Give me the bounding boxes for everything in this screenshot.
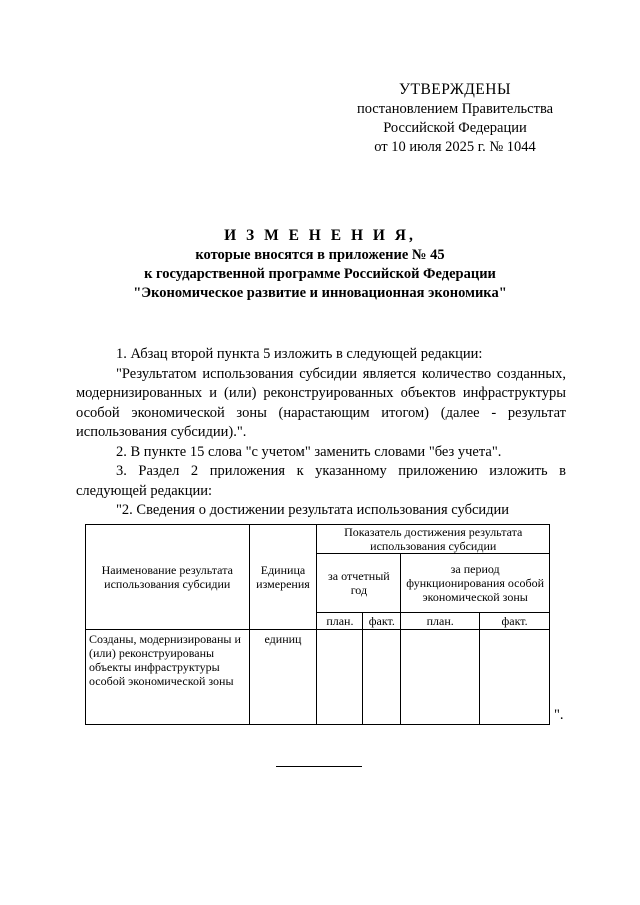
row-plan-period — [401, 630, 480, 725]
row-plan-year — [317, 630, 363, 725]
closing-quote: ". — [554, 707, 564, 723]
header-fact-period: факт. — [480, 613, 550, 630]
row-unit: единиц — [249, 630, 317, 725]
row-result-name: Созданы, модернизированы и (или) реконструированы объекты инфраструктуры особой экономической зоны — [86, 630, 250, 725]
approval-line-2: Российской Федерации — [383, 120, 527, 136]
title-sub-1: которые вносятся в приложение № 45 — [195, 247, 445, 263]
document-body — [76, 345, 566, 521]
table-header-row-1 — [86, 525, 550, 554]
header-reporting-year: за отчетный год — [317, 554, 401, 613]
subsidy-results-table — [85, 524, 550, 725]
paragraph-5: "2. Сведения о достижении результата использования субсидии — [116, 502, 510, 518]
header-unit: Единица измерения — [249, 525, 317, 630]
approval-line-3: от 10 июля 2025 г. № 1044 — [374, 139, 536, 155]
title-sub-3: "Экономическое развитие и инновационная экономика" — [133, 285, 507, 301]
footer-divider — [276, 766, 362, 767]
table-row — [86, 630, 550, 725]
row-fact-period — [480, 630, 550, 725]
row-fact-year — [363, 630, 401, 725]
paragraph-3: 2. В пункте 15 слова "с учетом" заменить словами "без учета". — [116, 443, 502, 460]
title-sub-2: к государственной программе Российской Федерации — [144, 266, 496, 282]
header-indicator: Показатель достижения результата использования субсидии — [317, 525, 550, 554]
paragraph-4: 3. Раздел 2 приложения к указанному приложению изложить в следующей редакции: — [76, 463, 566, 499]
document-title — [60, 226, 580, 303]
approval-heading: УТВЕРЖДЕНЫ — [399, 81, 511, 98]
header-plan-year: план. — [317, 613, 363, 630]
header-period: за период функционирования особой экономической зоны — [401, 554, 550, 613]
approval-line-1: постановлением Правительства — [356, 101, 554, 117]
approval-stamp — [340, 80, 570, 157]
paragraph-1: 1. Абзац второй пункта 5 изложить в следующей редакции: — [116, 346, 483, 362]
header-plan-period: план. — [401, 613, 480, 630]
header-fact-year: факт. — [363, 613, 401, 630]
paragraph-2: "Результатом использования субсидии является количество созданных, модернизированных и (или) реконструированных объектов инфраструктуры особой экономической зоны (нарастающим итогом) (далее - результат использования субсидии).". — [76, 365, 566, 440]
header-result-name: Наименование результата использования субсидии — [86, 525, 250, 630]
title-main: И З М Е Н Е Н И Я, — [224, 227, 416, 244]
